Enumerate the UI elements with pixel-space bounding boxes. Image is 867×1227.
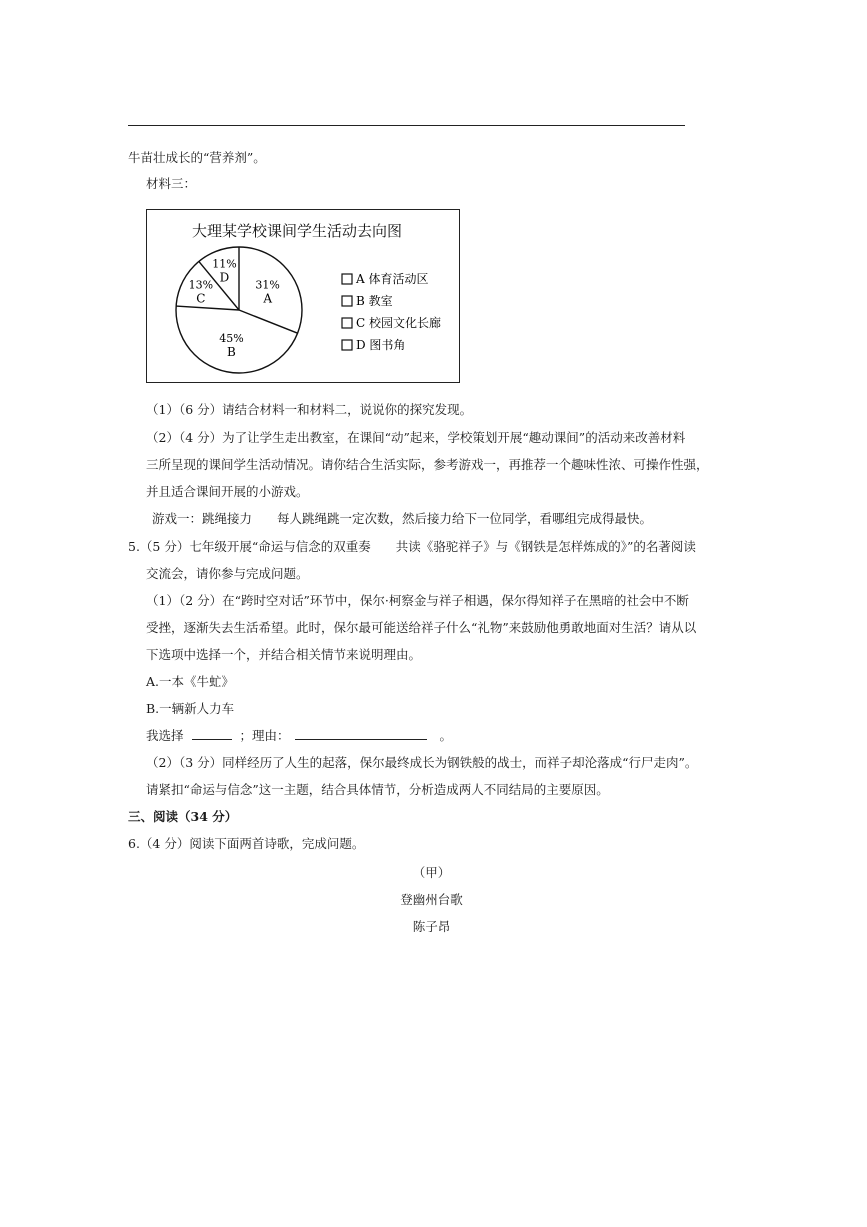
legend-checkbox-1 <box>342 296 352 306</box>
pie-slice-label-c: C <box>196 291 206 306</box>
poem-tag: （甲） <box>412 865 451 880</box>
question-2-line-3: 并且适合课间开展的小游戏。 <box>146 484 309 499</box>
text-line: 牛苗壮成长的“营养剂”。 <box>128 150 266 165</box>
pie-slice-percent-d: 11% <box>212 257 237 271</box>
question-1: （1）（6 分）请结合材料一和材料二，说说你的探究发现。 <box>146 402 473 417</box>
reason-blank[interactable] <box>295 728 427 740</box>
question-2-line-1: （2）（4 分）为了让学生走出教室，在课间“动”起来，学校策划开展“趣动课间”的活动来改善材料 <box>146 430 686 445</box>
legend-entry-3: D 图书角 <box>356 338 406 352</box>
pie-slice-boundary-c <box>176 306 239 310</box>
question-5-1-line-2: 受挫，逐渐失去生活希望。此时，保尔最可能送给祥子什么“礼物”来鼓励他勇敢地面对生活？请从以 <box>146 620 697 635</box>
header-rule <box>128 125 685 126</box>
question-5-2-line-2: 请紧扣“命运与信念”这一主题，结合具体情节，分析造成两人不同结局的主要原因。 <box>146 782 609 797</box>
pie-slice-boundary-b <box>239 310 298 333</box>
game-example: 游戏一：跳绳接力 每人跳绳跳一定次数，然后接力给下一位同学，看哪组完成得最快。 <box>152 511 653 526</box>
question-2-line-2: 三所呈现的课间学生活动情况。请你结合生活实际，参考游戏一，再推荐一个趣味性浓、可操作性强， <box>146 457 709 472</box>
legend-entry-2: C 校园文化长廊 <box>356 316 441 330</box>
period: 。 <box>439 728 452 743</box>
option-a: A.一本《牛虻》 <box>146 674 235 689</box>
poem-title: 登幽州台歌 <box>400 892 463 907</box>
reason-label: ；理由： <box>239 728 290 743</box>
choice-blank[interactable] <box>192 728 232 740</box>
pie-chart <box>147 210 458 381</box>
legend-checkbox-2 <box>342 318 352 328</box>
option-b: B.一辆新人力车 <box>146 701 235 716</box>
legend-checkbox-0 <box>342 274 352 284</box>
pie-chart-figure <box>146 209 460 383</box>
chart-title: 大理某学校课间学生活动去向图 <box>192 222 403 240</box>
pie-slice-label-b: B <box>227 344 236 359</box>
pie-slice-label-a: A <box>263 291 272 306</box>
pie-slice-label-d: D <box>219 270 230 285</box>
pie-slice-percent-b: 45% <box>219 331 244 345</box>
answer-line <box>146 728 452 744</box>
question-6: 6.（4 分）阅读下面两首诗歌，完成问题。 <box>128 836 365 851</box>
pie-slice-percent-c: 13% <box>188 278 214 292</box>
pie-slice-percent-a: 31% <box>255 278 280 292</box>
material-label: 材料三： <box>146 176 197 191</box>
legend-checkbox-3 <box>342 340 352 350</box>
question-5-line-2: 交流会，请你参与完成问题。 <box>146 566 309 581</box>
legend-entry-1: B 教室 <box>356 294 393 308</box>
question-5-1-line-3: 下选项中选择一个，并结合相关情节来说明理由。 <box>146 647 422 662</box>
question-5-1-line-1: （1）（2 分）在“跨时空对话”环节中，保尔·柯察金与祥子相遇，保尔得知祥子在黑暗的社会中不断 <box>146 593 689 608</box>
choose-label: 我选择 <box>146 728 184 743</box>
poem-author: 陈子昂 <box>412 919 451 934</box>
legend-entry-0: A 体育活动区 <box>356 272 429 286</box>
question-5-2-line-1: （2）（3 分）同样经历了人生的起落，保尔最终成长为钢铁般的战士，而祥子却沦落成“行尸走肉”。 <box>146 755 698 770</box>
question-5-line-1: 5.（5 分）七年级开展“命运与信念的双重奏 共读《骆驼祥子》与《钢铁是怎样炼成的》”的名著阅读 <box>128 539 696 554</box>
section-3-heading: 三、阅读（34 分） <box>128 809 238 824</box>
